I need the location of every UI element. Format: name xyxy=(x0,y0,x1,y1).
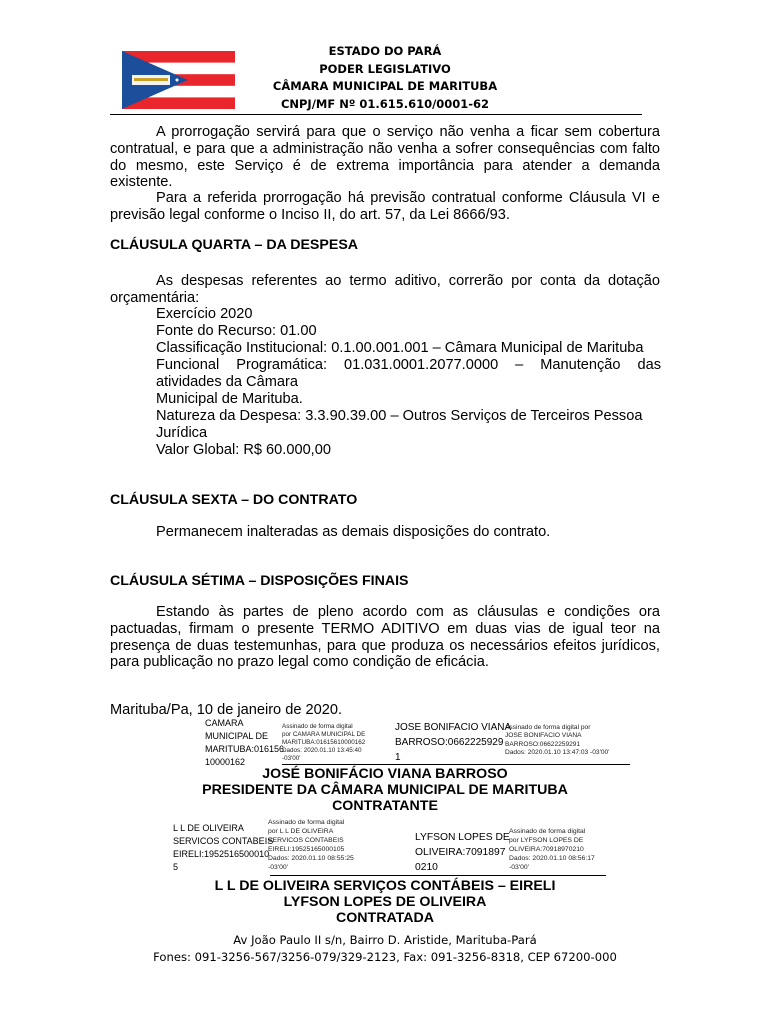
signature-jose-details: Assinado de forma digital por JOSE BONIFACIO VIANA BARROSO:06622259291 Dados: 2020.01.10 13:47:03 -03'00' xyxy=(505,724,610,757)
natureza-despesa-2: Jurídica xyxy=(156,425,208,441)
paragraph-previsao: Para a referida prorrogação há previsão contratual conforme Cláusula VI e previsão legal conforme o Inciso II, do art. 57, da Lei 8666/93. xyxy=(110,190,660,223)
clausula-sexta-text: Permanecem inalteradas as demais disposições do contrato. xyxy=(156,524,551,540)
signature-line-contratada xyxy=(270,875,606,876)
contratada-company: L L DE OLIVEIRA SERVIÇOS CONTÁBEIS – EIRELI xyxy=(214,878,556,894)
footer-phones: Fones: 091-3256-567/3256-079/329-2123, Fax: 091-3256-8318, CEP 67200-000 xyxy=(153,950,617,964)
header-power: PODER LEGISLATIVO xyxy=(319,61,451,76)
valor-global: Valor Global: R$ 60.000,00 xyxy=(156,442,331,458)
signature-camara-name: CAMARA MUNICIPAL DE MARITUBA:016156 10000162 xyxy=(205,718,285,767)
signature-ll-oliveira-name: L L DE OLIVEIRA SERVICOS CONTABEIS EIRELI:1952516500010 5 xyxy=(173,823,274,872)
signature-jose-name: JOSE BONIFACIO VIANA BARROSO:0662225929 1 xyxy=(395,722,512,763)
signature-lyfson-name: LYFSON LOPES DE OLIVEIRA:7091897 0210 xyxy=(415,832,510,873)
municipal-flag-logo xyxy=(122,51,235,109)
contratante-label: CONTRATANTE xyxy=(332,798,438,814)
clausula-setima-title: CLÁUSULA SÉTIMA – DISPOSIÇÕES FINAIS xyxy=(110,573,409,589)
classificacao-institucional: Classificação Institucional: 0.1.00.001.001 – Câmara Municipal de Marituba xyxy=(156,340,644,356)
clausula-setima-text: Estando às partes de pleno acordo com as cláusulas e condições ora pactuadas, firmam o presente TERMO ADITIVO em duas vias de igual teor na presença de duas testemunhas, para que produza os necessários efeitos jurídicos, para publicação no prazo legal como condição de eficácia. xyxy=(110,604,660,671)
document-header xyxy=(250,43,520,113)
contratada-label: CONTRATADA xyxy=(336,910,434,926)
clausula-quarta-title: CLÁUSULA QUARTA – DA DESPESA xyxy=(110,237,359,253)
funcional-programatica xyxy=(156,357,661,374)
funcional-word: Programática: xyxy=(236,357,328,373)
funcional-word: 01.031.0001.2077.0000 xyxy=(344,357,499,373)
header-divider xyxy=(110,114,642,115)
header-cnpj: CNPJ/MF Nº 01.615.610/0001-62 xyxy=(280,96,490,111)
paragraph-prorrogacao: A prorrogação servirá para que o serviço não venha a ficar sem cobertura contratual, e para que a administração não venha a sofrer consequências com falto do mesmo, este Serviço é de extrema importância para atender a demanda existente. xyxy=(110,124,660,191)
header-state: ESTADO DO PARÁ xyxy=(328,44,442,58)
exercicio: Exercício 2020 xyxy=(156,306,253,322)
contratante-role: PRESIDENTE DA CÂMARA MUNICIPAL DE MARITUBA xyxy=(202,782,568,798)
funcional-word: Funcional xyxy=(156,357,220,373)
signature-line-contratante xyxy=(282,764,630,765)
funcional-word: Manutenção xyxy=(540,357,621,373)
clausula-sexta-title: CLÁUSULA SEXTA – DO CONTRATO xyxy=(110,492,358,508)
natureza-despesa: Natureza da Despesa: 3.3.90.39.00 – Outros Serviços de Terceiros Pessoa xyxy=(156,408,643,424)
contratante-name: JOSÉ BONIFÁCIO VIANA BARROSO xyxy=(262,766,508,782)
funcional-word: – xyxy=(515,357,524,373)
fonte-recurso: Fonte do Recurso: 01.00 xyxy=(156,323,317,339)
signature-camara-details: Assinado de forma digital por CAMARA MUNICIPAL DE MARITUBA:01615610000162 Dados: 2020.01.10 13:45:40 -03'00' xyxy=(282,723,366,762)
date-line: Marituba/Pa, 10 de janeiro de 2020. xyxy=(110,702,343,718)
footer-address: Av João Paulo II s/n, Bairro D. Aristide, Marituba-Pará xyxy=(233,933,537,947)
contratada-name: LYFSON LOPES DE OLIVEIRA xyxy=(283,894,487,910)
funcional-line-2: atividades da Câmara xyxy=(156,374,298,390)
clausula-quarta-intro: As despesas referentes ao termo aditivo, correrão por conta da dotação orçamentária: xyxy=(110,273,660,306)
signature-lyfson-details: Assinado de forma digital por LYFSON LOPES DE OLIVEIRA:70918970210 Dados: 2020.01.10 08:56:17 -03'00' xyxy=(509,828,595,871)
header-chamber: CÂMARA MUNICIPAL DE MARITUBA xyxy=(272,79,498,93)
funcional-word: das xyxy=(637,357,661,373)
signature-ll-oliveira-details: Assinado de forma digital por L L DE OLIVEIRA SERVICOS CONTABEIS EIRELI:19525165000105 Dados: 2020.01.10 08:55:25 -03'00' xyxy=(268,819,354,871)
funcional-line-3: Municipal de Marituba. xyxy=(156,391,303,407)
